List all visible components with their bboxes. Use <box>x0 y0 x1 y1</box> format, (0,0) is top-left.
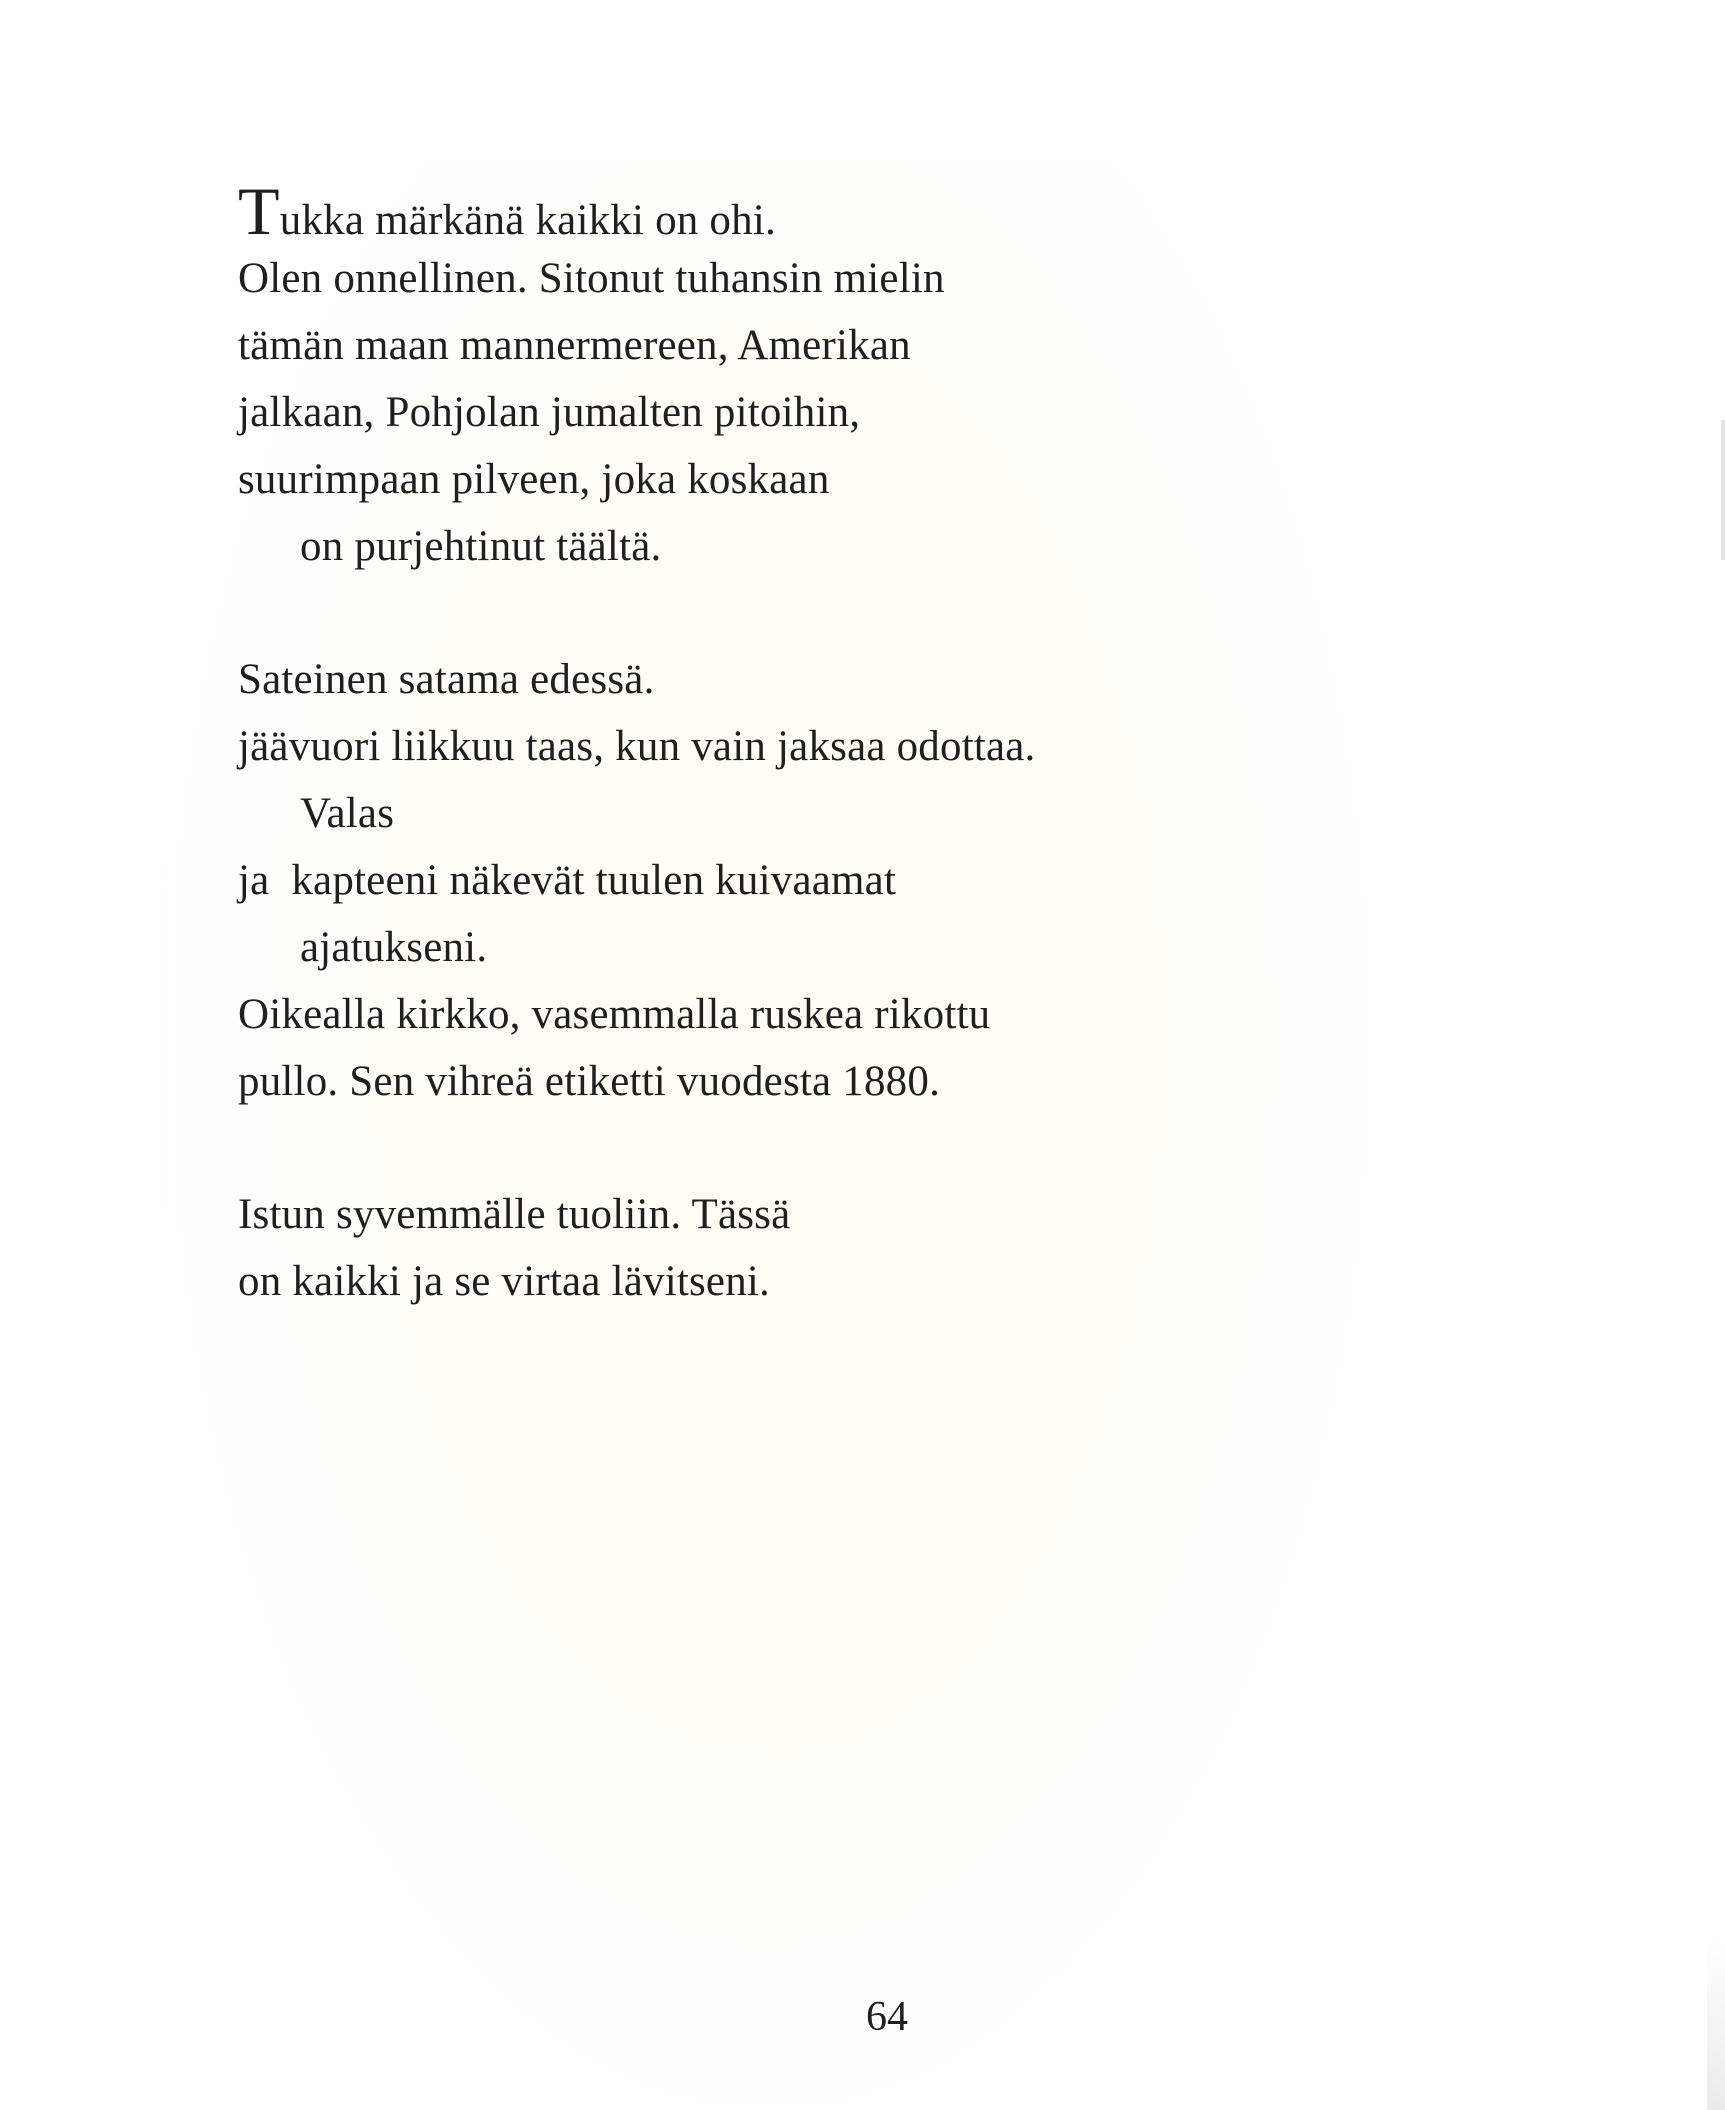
poem-line: jalkaan, Pohjolan jumalten pitoihin, <box>238 389 861 436</box>
poem-line: jäävuori liikkuu taas, kun vain jaksaa odottaa. <box>238 723 1036 770</box>
poem-line: on purjehtinut täältä. <box>300 523 662 570</box>
stanza-1 <box>238 173 1036 580</box>
poem-line: Oikealla kirkko, vasemmalla ruskea rikottu <box>238 991 991 1038</box>
poem-line: ajatukseni. <box>300 924 488 971</box>
poem-body <box>238 173 1036 1381</box>
stanza-3 <box>238 1181 1036 1315</box>
poem-line: pullo. Sen vihreä etiketti vuodesta 1880. <box>238 1058 941 1105</box>
drop-cap: T <box>238 173 280 249</box>
poem-line: ja kapteeni näkevät tuulen kuivaamat <box>238 857 897 904</box>
poem-line: suurimpaan pilveen, joka koskaan <box>238 456 830 503</box>
poem-line: Olen onnellinen. Sitonut tuhansin mielin <box>238 255 945 302</box>
poem-line: tämän maan mannermereen, Amerikan <box>238 322 911 369</box>
poem-line-text: ukka märkänä kaikki on ohi. <box>279 197 776 244</box>
page-number: 64 <box>866 1994 908 2040</box>
page-corner-shadow <box>1707 1940 1725 2110</box>
page-edge-shadow <box>1721 420 1725 560</box>
stanza-2 <box>238 646 1036 1115</box>
poem-line: Valas <box>300 790 395 837</box>
poem-line <box>238 173 1036 249</box>
poem-line: Sateinen satama edessä. <box>238 656 655 703</box>
poem-line: on kaikki ja se virtaa lävitseni. <box>238 1258 771 1305</box>
poem-line: Istun syvemmälle tuoliin. Tässä <box>238 1191 791 1238</box>
